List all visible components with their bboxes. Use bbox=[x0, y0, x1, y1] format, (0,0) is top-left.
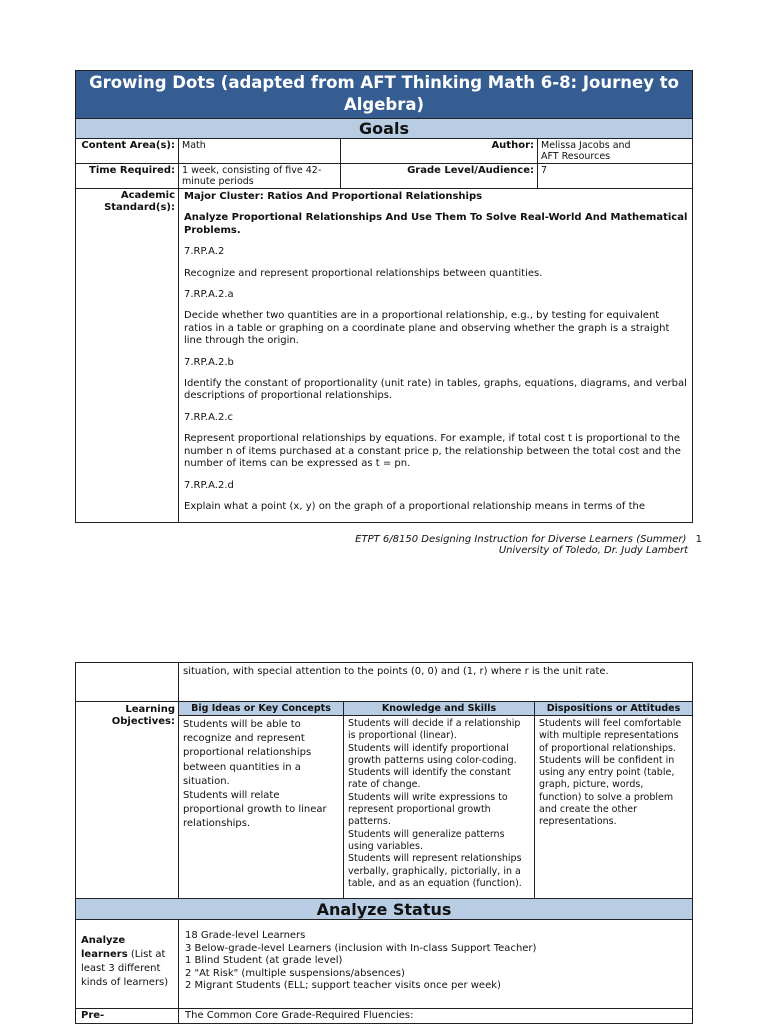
standard-paragraph: 7.RP.A.2.b bbox=[184, 356, 234, 368]
author-label: Author: bbox=[341, 139, 538, 164]
footer-university-line: University of Toledo, Dr. Judy Lambert bbox=[498, 545, 688, 556]
lesson-plan-goals-table bbox=[75, 70, 693, 523]
footer-page-number: 1 bbox=[695, 534, 702, 545]
knowledge-skills-content bbox=[344, 716, 535, 899]
time-required-label: Time Required: bbox=[76, 164, 179, 189]
footer-course-line: ETPT 6/8150 Designing Instruction for Diverse Learners (Summer) bbox=[355, 534, 687, 545]
author-line-2: AFT Resources bbox=[541, 151, 611, 162]
standard-paragraph: Major Cluster: Ratios And Proportional Relationships bbox=[184, 191, 483, 202]
dispositions-header: Dispositions or Attitudes bbox=[535, 702, 693, 716]
analyze-learners-label bbox=[76, 920, 179, 1009]
big-ideas-header: Big Ideas or Key Concepts bbox=[179, 702, 344, 716]
pre-label: Pre- bbox=[76, 1009, 179, 1024]
page-footer bbox=[355, 534, 702, 556]
author-line-1: Melissa Jacobs and bbox=[541, 140, 631, 151]
goals-heading: Goals bbox=[76, 119, 693, 139]
author-value bbox=[538, 139, 693, 164]
knowledge-skills-text: Students will decide if a relationship is proportional (linear). Students will identify proportional growth patterns using color-coding. Students will identify the constant rate of change. Students will write expressions to represent proportional growth patterns. Students will generalize patterns using variables. Students will represent relationships verbally, graphically, pictorially, in a table, and as an equation (function). bbox=[348, 718, 522, 889]
standard-paragraph: Identify the constant of proportionality (unit rate) in tables, graphs, equations, diagrams, and verbal descriptions of proportional relationships. bbox=[184, 378, 687, 402]
big-ideas-content bbox=[179, 716, 344, 899]
time-required-value: 1 week, consisting of five 42-minute periods bbox=[179, 164, 341, 189]
big-ideas-text: Students will be able to recognize and represent proportional relationships between quantities in a situation. Students will relate proportional growth to linear relationships. bbox=[183, 719, 327, 830]
analyze-learners-label-note: (List at least 3 different kinds of learners) bbox=[81, 949, 169, 988]
lesson-plan-continued-table bbox=[75, 662, 693, 1024]
standard-paragraph: Recognize and represent proportional relationships between quantities. bbox=[184, 267, 543, 279]
learner-group-item: 1 Blind Student (at grade level) bbox=[185, 955, 343, 966]
standard-paragraph: Represent proportional relationships by equations. For example, if total cost t is proportional to the number n of items purchased at a constant price p, the relationship between the total cost and the number of items can be expressed as t = pn. bbox=[184, 433, 681, 470]
analyze-status-heading: Analyze Status bbox=[76, 899, 693, 920]
analyze-learners-list bbox=[179, 920, 693, 1009]
learner-group-item: 18 Grade-level Learners bbox=[185, 930, 306, 941]
pre-value: The Common Core Grade-Required Fluencies: bbox=[179, 1009, 693, 1024]
standard-continuation: situation, with special attention to the points (0, 0) and (1, r) where r is the unit rate. bbox=[179, 663, 693, 702]
standard-paragraph: Analyze Proportional Relationships And Use Them To Solve Real-World And Mathematical Problems. bbox=[184, 212, 688, 236]
standard-paragraph: 7.RP.A.2.a bbox=[184, 289, 234, 301]
standard-paragraph: 7.RP.A.2.d bbox=[184, 479, 234, 491]
document-title: Growing Dots (adapted from AFT Thinking Math 6-8: Journey to Algebra) bbox=[76, 71, 693, 119]
grade-level-value: 7 bbox=[538, 164, 693, 189]
standard-paragraph: Decide whether two quantities are in a proportional relationship, e.g., by testing for equivalent ratios in a table or graphing on a coordinate plane and observing whether the graph is a straight line through the origin. bbox=[184, 310, 670, 347]
knowledge-skills-header: Knowledge and Skills bbox=[344, 702, 535, 716]
standard-paragraph: Explain what a point (x, y) on the graph of a proportional relationship means in terms of the bbox=[184, 500, 646, 512]
content-area-value: Math bbox=[179, 139, 341, 164]
continuation-label-cell bbox=[76, 663, 179, 702]
content-area-label: Content Area(s): bbox=[76, 139, 179, 164]
learner-group-item: 2 Migrant Students (ELL; support teacher visits once per week) bbox=[185, 980, 501, 991]
analyze-learners-label-bold: Analyze learners bbox=[81, 935, 128, 960]
academic-standards-content bbox=[179, 189, 693, 523]
learner-group-item: 3 Below-grade-level Learners (inclusion with In-class Support Teacher) bbox=[185, 942, 537, 954]
grade-level-label: Grade Level/Audience: bbox=[341, 164, 538, 189]
dispositions-content bbox=[535, 716, 693, 899]
learning-objectives-label: Learning Objectives: bbox=[76, 702, 179, 899]
academic-standards-label: Academic Standard(s): bbox=[76, 189, 179, 523]
dispositions-text: Students will feel comfortable with multiple representations of proportional relationships. Students will be confident in using any entry point (table, graph, picture, words, function) to solve a problem and create the other representations. bbox=[539, 718, 682, 828]
standard-paragraph: 7.RP.A.2 bbox=[184, 246, 225, 258]
learner-group-item: 2 "At Risk" (multiple suspensions/absences) bbox=[185, 967, 405, 979]
standard-paragraph: 7.RP.A.2.c bbox=[184, 411, 234, 423]
